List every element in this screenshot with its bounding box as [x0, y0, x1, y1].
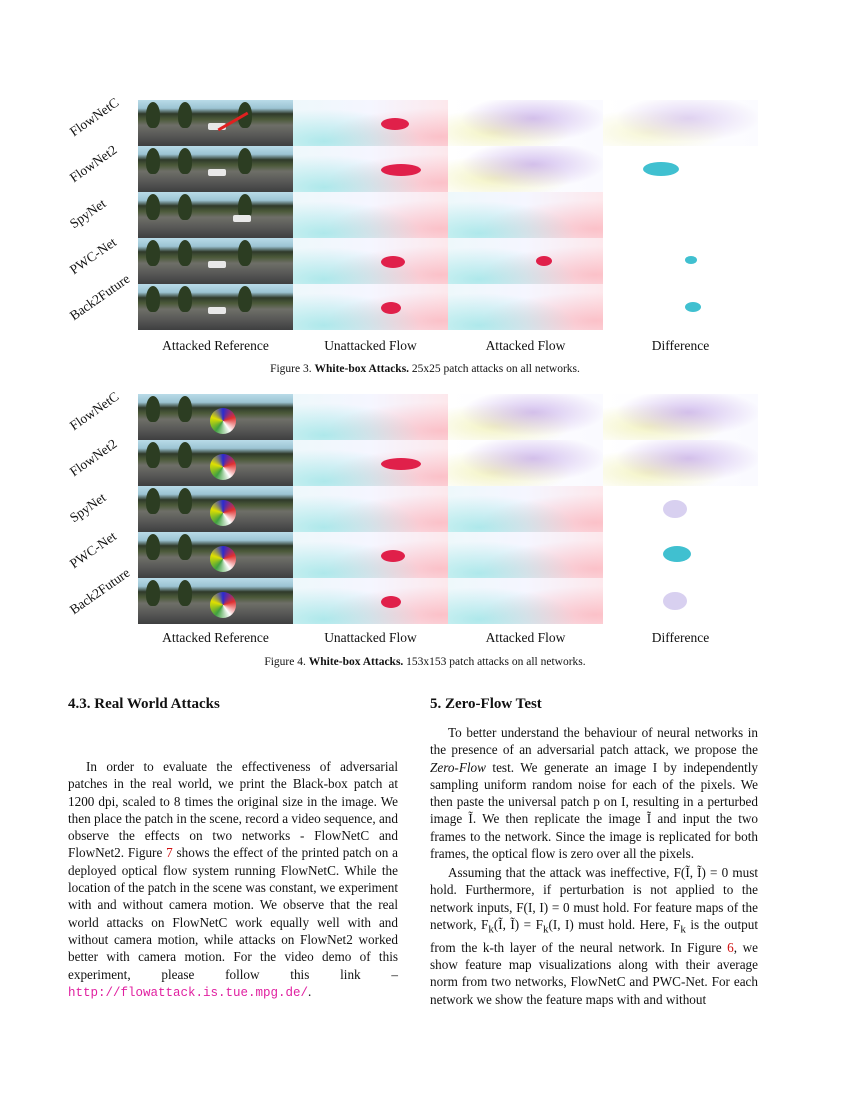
fig4-row-back2future: [138, 578, 758, 624]
attacked-flow-image: [448, 394, 603, 440]
attacked-reference-image: [138, 440, 293, 486]
paragraph: [430, 864, 758, 1008]
attacked-reference-image: [138, 146, 293, 192]
paragraph-text: (I, I) must hold. Here, F: [548, 916, 681, 932]
column-label: Difference: [651, 338, 710, 353]
attacked-reference-image: [138, 238, 293, 284]
row-label: SpyNet: [66, 195, 109, 232]
caption-prefix: Figure 4.: [264, 656, 309, 668]
unattacked-flow-image: [293, 100, 448, 146]
adversarial-patch: [210, 546, 236, 572]
attacked-reference-image: [138, 578, 293, 624]
section-heading: 5. Zero-Flow Test: [430, 696, 542, 712]
paragraph-text: .: [308, 983, 312, 999]
difference-image: [603, 394, 758, 440]
subscript: k: [542, 923, 549, 936]
unattacked-flow-image: [293, 486, 448, 532]
row-label: PWC-Net: [66, 234, 120, 278]
paragraph-text: (Ĩ, Ĩ) = F: [493, 916, 543, 932]
paragraph-text: is the output from the k-th layer of the neural network. In Figure: [430, 916, 758, 955]
figure-reference-link[interactable]: 7: [166, 845, 173, 861]
paragraph-text: , we show feature map visualizations along with their average norm from two networks, FlowNetC and PWC-Net. For each network we show the feature maps with and without: [430, 939, 758, 1007]
row-label: FlowNetC: [66, 94, 122, 140]
difference-image: [603, 578, 758, 624]
fig4-row-flownetc: [138, 394, 758, 440]
column-label: Unattacked Flow: [324, 630, 417, 645]
fig3-row-flownetc: [138, 100, 758, 146]
unattacked-flow-image: [293, 238, 448, 284]
attacked-flow-image: [448, 192, 603, 238]
unattacked-flow-image: [293, 192, 448, 238]
fig4-row-pwc-net: [138, 532, 758, 578]
difference-image: [603, 192, 758, 238]
row-label: SpyNet: [66, 489, 109, 526]
caption-text: 153x153 patch attacks on all networks.: [403, 656, 586, 668]
subscript: k: [488, 923, 494, 936]
row-label: Back2Future: [66, 564, 133, 618]
difference-image: [603, 284, 758, 330]
figure-caption: [0, 656, 850, 668]
attacked-flow-image: [448, 238, 603, 284]
attacked-flow-image: [448, 284, 603, 330]
row-label: PWC-Net: [66, 528, 120, 572]
row-label: FlowNetC: [66, 388, 122, 434]
attacked-reference-image: [138, 100, 293, 146]
fig3-row-pwc-net: [138, 238, 758, 284]
caption-bold: White-box Attacks.: [308, 656, 404, 668]
attacked-flow-image: [448, 146, 603, 192]
column-label: Attacked Flow: [485, 338, 566, 353]
figure-reference-link[interactable]: 6: [727, 939, 734, 955]
attacked-reference-image: [138, 192, 293, 238]
row-label: FlowNet2: [66, 435, 120, 480]
paragraph-text: shows the effect of the printed patch on a deployed optical flow system running FlowNetC. While the location of the patch in the scene was constant, we experiment with and without camera motion. We observe that the real world attacks on FlowNetC work equally well with and without camera motion, while attacks on FlowNet2 worked better with camera motion. For the video demo of this experiment, please follow this link –: [68, 845, 398, 982]
attacked-flow-image: [448, 578, 603, 624]
caption-bold: White-box Attacks.: [314, 363, 410, 375]
paragraph: [430, 724, 758, 862]
adversarial-patch: [210, 592, 236, 618]
column-label: Attacked Reference: [162, 630, 269, 645]
caption-text: 25x25 patch attacks on all networks.: [409, 363, 580, 375]
paragraph-text: Assuming that the attack was ineffective, F(Ĩ, Ĩ) = 0 must hold. Furthermore, if perturbation is not applied to the network inputs, F(I, I) = 0 must hold. For feature maps of the network, F: [430, 865, 758, 932]
figure-caption: [0, 363, 850, 375]
adversarial-patch: [210, 408, 236, 434]
attacked-flow-image: [448, 532, 603, 578]
attacked-flow-image: [448, 100, 603, 146]
caption-prefix: Figure 3.: [270, 363, 315, 375]
column-label: Difference: [651, 630, 710, 645]
column-labels: [138, 630, 758, 648]
subscript: k: [680, 923, 686, 936]
paragraph-text: In order to evaluate the effectiveness of adversarial patches in the real world, we print the Black-box patch at 1200 dpi, scaled to 8 times the original size in the image. We then place the patch in the scene, record a video sequence, and observe the effects on two networks - FlowNetC and FlowNet2. Figure: [68, 759, 398, 861]
fig3-row-spynet: [138, 192, 758, 238]
paragraph-text: test. We generate an image I by independently sampling uniform random noise for each of the pixels. We then paste the universal patch p on I, resulting in a perturbed image Ĩ. We then replicate the image Ĩ and input the two frames to the network. Since the image is replicated for both frames, the optical flow is zero over all the pixels.: [430, 759, 758, 862]
attacked-reference-image: [138, 394, 293, 440]
attacked-reference-image: [138, 486, 293, 532]
fig4-row-spynet: [138, 486, 758, 532]
attacked-reference-image: [138, 284, 293, 330]
row-label: FlowNet2: [66, 141, 120, 186]
unattacked-flow-image: [293, 578, 448, 624]
column-label: Unattacked Flow: [324, 338, 417, 353]
italic-term: Zero-Flow: [430, 759, 486, 775]
column-labels: [138, 338, 758, 356]
paragraph-text: To better understand the behaviour of neural networks in the presence of an adversarial patch attack, we propose the: [430, 725, 758, 758]
unattacked-flow-image: [293, 394, 448, 440]
attacked-flow-image: [448, 486, 603, 532]
attacked-reference-image: [138, 532, 293, 578]
difference-image: [603, 100, 758, 146]
fig3-row-back2future: [138, 284, 758, 330]
section-heading: 4.3. Real World Attacks: [68, 696, 220, 712]
difference-image: [603, 238, 758, 284]
column-label: Attacked Reference: [162, 338, 269, 353]
difference-image: [603, 440, 758, 486]
difference-image: [603, 532, 758, 578]
unattacked-flow-image: [293, 284, 448, 330]
fig3-row-flownet2: [138, 146, 758, 192]
video-demo-link[interactable]: http://flowattack.is.tue.mpg.de/: [68, 985, 309, 1000]
adversarial-patch: [210, 500, 236, 526]
row-label: Back2Future: [66, 270, 133, 324]
difference-image: [603, 146, 758, 192]
fig4-row-flownet2: [138, 440, 758, 486]
unattacked-flow-image: [293, 146, 448, 192]
paragraph: [68, 758, 398, 1002]
difference-image: [603, 486, 758, 532]
attacked-flow-image: [448, 440, 603, 486]
adversarial-patch: [210, 454, 236, 480]
unattacked-flow-image: [293, 440, 448, 486]
unattacked-flow-image: [293, 532, 448, 578]
column-label: Attacked Flow: [485, 630, 566, 645]
